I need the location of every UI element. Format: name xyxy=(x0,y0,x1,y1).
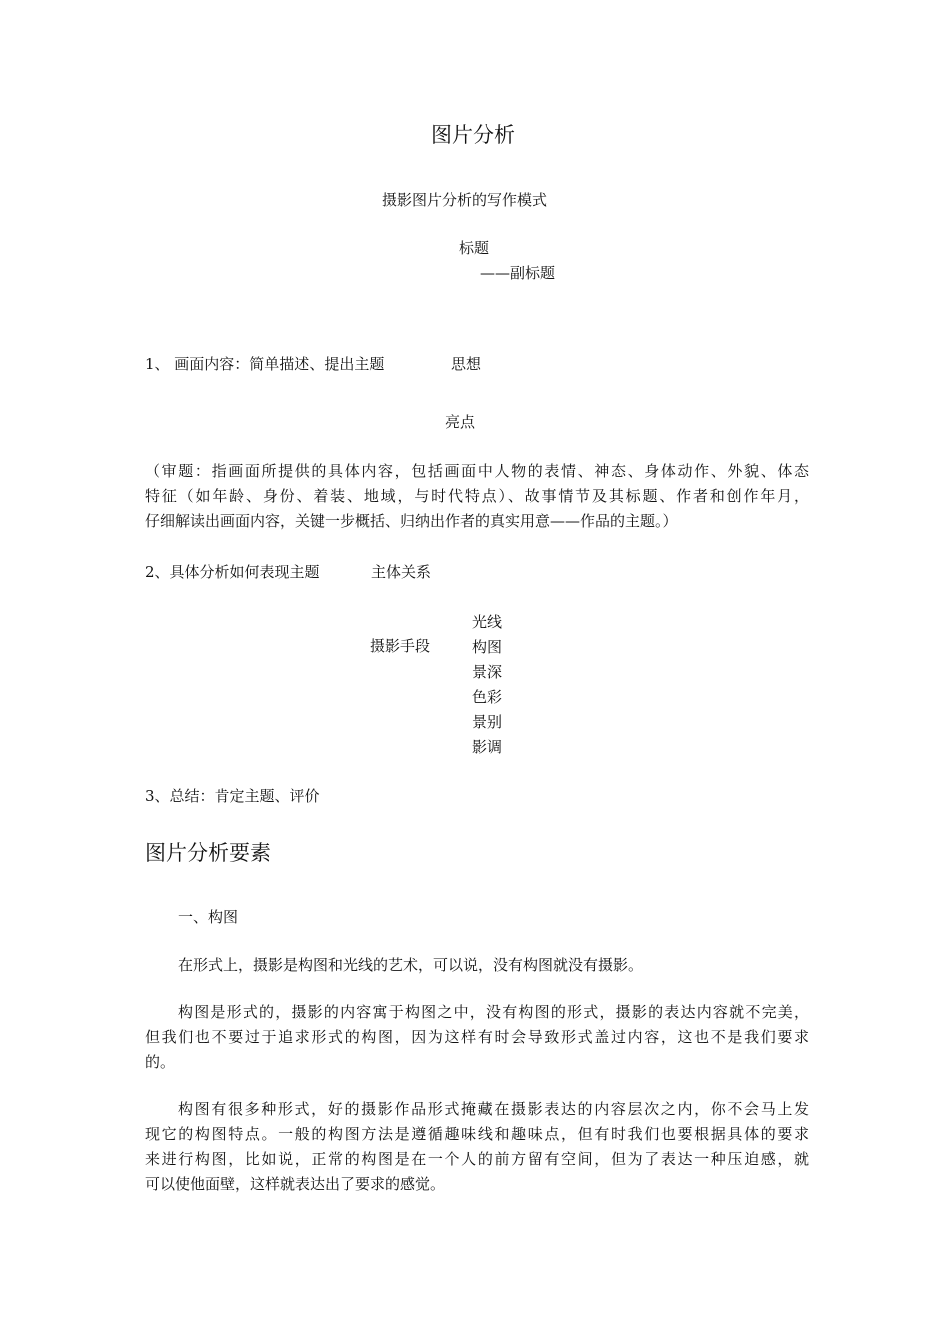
elements-paragraph-3 xyxy=(145,1097,809,1197)
means-item: 景深 xyxy=(472,663,503,681)
page-title: 图片分析 xyxy=(431,123,515,147)
means-item: 景别 xyxy=(472,713,503,731)
template-subtitle-label: ——副标题 xyxy=(480,264,556,282)
step1-note-line: 仔细解读出画面内容，关键一步概括、归纳出作者的真实用意——作品的主题。） xyxy=(145,512,678,530)
step1-note xyxy=(145,459,809,534)
paragraph-line: 构图有很多种形式，好的摄影作品形式掩藏在摄影表达的内容层次之内，你不会马上发 xyxy=(178,1100,809,1118)
means-item: 构图 xyxy=(472,638,503,656)
template-title-label: 标题 xyxy=(459,239,490,257)
step2-means-label: 摄影手段 xyxy=(370,637,431,655)
paragraph-line: 的。 xyxy=(145,1053,176,1071)
paragraph-line: 来进行构图，比如说，正常的构图是在一个人的前方留有空间，但为了表达一种压迫感，就 xyxy=(145,1150,809,1168)
means-item: 影调 xyxy=(472,738,503,756)
elements-paragraph-1: 在形式上，摄影是构图和光线的艺术，可以说，没有构图就没有摄影。 xyxy=(178,956,644,974)
paragraph-line: 可以使他面壁，这样就表达出了要求的感觉。 xyxy=(145,1175,446,1193)
paragraph-line: 现它的构图特点。一般的构图方法是遵循趣味线和趣味点，但有时我们也要根据具体的要求 xyxy=(145,1125,809,1143)
step1-label: 1、 画面内容：简单描述、提出主题 xyxy=(145,355,385,373)
paragraph-line: 但我们也不要过于追求形式的构图，因为这样有时会导致形式盖过内容，这也不是我们要求 xyxy=(145,1028,809,1046)
page-subtitle: 摄影图片分析的写作模式 xyxy=(382,191,548,209)
means-item: 色彩 xyxy=(472,688,503,706)
step1-highlight: 亮点 xyxy=(445,413,476,431)
step1-note-line: 特征（如年龄、身份、着装、地域，与时代特点）、故事情节及其标题、作者和创作年月， xyxy=(145,487,809,505)
step2-relation: 主体关系 xyxy=(371,563,432,581)
step2-label: 2、具体分析如何表现主题 xyxy=(145,563,320,581)
step3-label: 3、总结：肯定主题、评价 xyxy=(145,787,320,805)
means-item: 光线 xyxy=(472,613,503,631)
elements-heading: 图片分析要素 xyxy=(145,841,271,865)
step1-extra: 思想 xyxy=(451,355,482,373)
paragraph-line: 构图是形式的，摄影的内容寓于构图之中，没有构图的形式，摄影的表达内容就不完美， xyxy=(178,1003,809,1021)
elements-paragraph-2 xyxy=(145,1000,809,1075)
step1-note-line: （审题：指画面所提供的具体内容，包括画面中人物的表情、神态、身体动作、外貌、体态 xyxy=(145,462,809,480)
elements-sub-heading: 一、构图 xyxy=(178,908,239,926)
step2-means-list xyxy=(472,610,502,760)
